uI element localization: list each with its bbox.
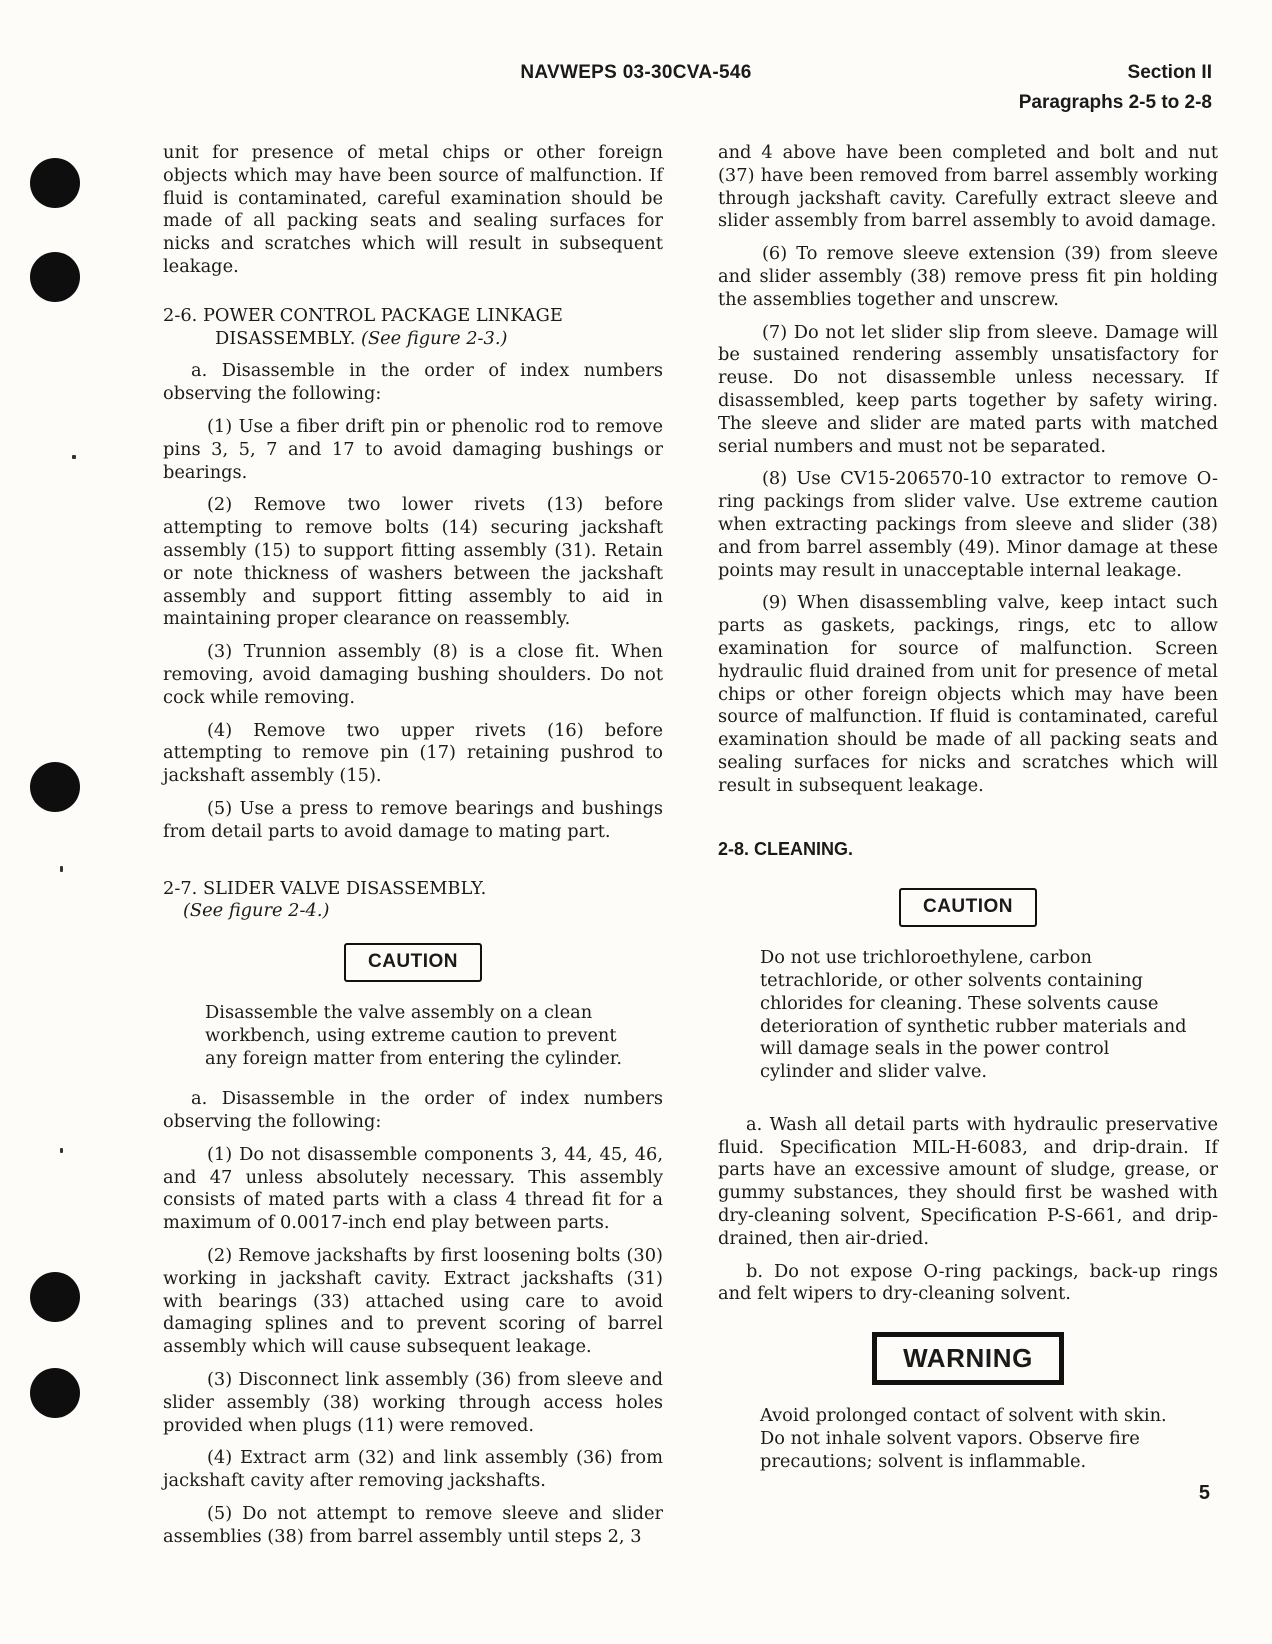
scan-speck (60, 1148, 63, 1153)
item-a: a. Disassemble in the order of index numbers observing the following: (163, 360, 663, 405)
warning-text-block (718, 1405, 1218, 1473)
figure-ref: (See figure 2-3.) (361, 327, 508, 349)
scan-speck (60, 866, 63, 872)
caution-text-block (163, 1002, 663, 1070)
step-2: (2) Remove jackshafts by first loosening bolts (30) working in jackshaft cavity. Extract jackshafts (31) with bearings (33) attached using care to avoid damaging splines and to prevent scoring of barrel assembly which will cause subsequent leakage. (163, 1245, 663, 1358)
heading-2-6-line2 (163, 328, 663, 351)
caution-notice (718, 888, 1218, 927)
step-7: (7) Do not let slider slip from sleeve. Damage will be sustained rendering assembly unsatisfactory for reuse. Do not disassemble unless necessary. If disassembled, keep parts together by safety wiring. The sleeve and slider are mated parts with matched serial numbers and must not be separated. (718, 321, 1218, 457)
step-9: (9) When disassembling valve, keep intact such parts as gaskets, packings, rings, etc to allow examination for source of malfunction. Screen hydraulic fluid drained from unit for presence of metal chips or other foreign objects which may have been source of malfunction. If fluid is contaminated, careful examination should be made of all packing seats and sealing surfaces for nicks and scratches which will result in subsequent leakage. (718, 592, 1218, 796)
heading-2-7 (163, 878, 663, 924)
step-5: (5) Use a press to remove bearings and bushings from detail parts to avoid damage to mating part. (163, 797, 663, 842)
item-a: a. Wash all detail parts with hydraulic preservative fluid. Specification MIL-H-6083, and drip-drain. If parts have an excessive amount of sludge, grease, or gummy substances, they should first be washed with dry-cleaning solvent, Specification P-S-661, and drip-drained, then air-dried. (718, 1113, 1218, 1249)
heading-2-7-line1: 2-7. SLIDER VALVE DISASSEMBLY. (163, 877, 487, 899)
step-2: (2) Remove two lower rivets (13) before attempting to remove bolts (14) securing jackshaft assembly (15) to support fitting assembly (31). Retain or note thickness of washers between the jackshaft assembly and support fitting assembly to aid in maintaining proper clearance on reassembly. (163, 494, 663, 630)
warning-text: Avoid prolonged contact of solvent with skin. Do not inhale solvent vapors. Observe fire precautions; solvent is inflammable. (760, 1405, 1167, 1472)
caution-notice (163, 943, 663, 982)
punch-hole (30, 762, 80, 812)
punch-hole (30, 158, 80, 208)
document-id: NAVWEPS 03-30CVA-546 (520, 62, 752, 83)
step-4: (4) Extract arm (32) and link assembly (36) from jackshaft cavity after removing jackshafts. (163, 1447, 663, 1492)
step-1: (1) Use a fiber drift pin or phenolic rod to remove pins 3, 5, 7 and 17 to avoid damaging bushings or bearings. (163, 415, 663, 483)
caution-label: CAUTION (899, 888, 1037, 927)
step-3: (3) Trunnion assembly (8) is a close fit. When removing, avoid damaging bushing shoulders. Do not cock while removing. (163, 641, 663, 708)
item-a: a. Disassemble in the order of index numbers observing the following: (163, 1088, 663, 1133)
heading-2-6-line1: 2-6. POWER CONTROL PACKAGE LINKAGE (163, 304, 563, 326)
warning-label: WARNING (872, 1332, 1064, 1385)
item-b: b. Do not expose O-ring packings, back-up rings and felt wipers to dry-cleaning solvent. (718, 1260, 1218, 1305)
heading-2-6-title: DISASSEMBLY. (215, 327, 356, 349)
step-8: (8) Use CV15-206570-10 extractor to remove O-ring packings from slider valve. Use extreme caution when extracting packings from sleeve and slider (38) and from barrel assembly (49). Minor damage at these points may result in unacceptable internal leakage. (718, 468, 1218, 581)
caution-text-block (718, 947, 1218, 1084)
intro-paragraph: unit for presence of metal chips or other foreign objects which may have been source of malfunction. If fluid is contaminated, careful examination should be made of all packing seats and sealing surfaces for nicks and scratches which will result in subsequent leakage. (163, 142, 663, 277)
warning-notice (718, 1332, 1218, 1385)
caution-label: CAUTION (344, 943, 482, 982)
punch-hole (30, 1272, 80, 1322)
continuation-paragraph: and 4 above have been completed and bolt and nut (37) have been removed from barrel assembly working through jackshaft cavity. Carefully extract sleeve and slider assembly from barrel assembly to avoid damage. (718, 142, 1218, 232)
punch-hole (30, 1368, 80, 1418)
step-5: (5) Do not attempt to remove sleeve and slider assemblies (38) from barrel assembly until steps 2, 3 (163, 1503, 663, 1547)
figure-ref: (See figure 2-4.) (183, 900, 330, 922)
punch-hole (30, 252, 80, 302)
heading-2-8: 2-8. CLEANING. (718, 838, 854, 859)
step-1: (1) Do not disassemble components 3, 44, 45, 46, and 47 unless absolutely necessary. This assembly consists of mated parts with a class 4 thread fit for a maximum of 0.0017-inch end play between parts. (163, 1143, 663, 1234)
scan-speck (72, 455, 76, 459)
caution-text: Disassemble the valve assembly on a clean workbench, using extreme caution to prevent any foreign matter from entering the cylinder. (205, 1001, 622, 1069)
right-column (718, 142, 1218, 1483)
heading-2-6 (163, 305, 663, 351)
paragraphs-label: Paragraphs 2-5 to 2-8 (1018, 92, 1212, 113)
caution-text: Do not use trichloroethylene, carbon tetrachloride, or other solvents containing chlorides for cleaning. These solvents cause deterioration of synthetic rubber materials and will damage seals in the power control cylinder and slider valve. (760, 947, 1187, 1083)
step-3: (3) Disconnect link assembly (36) from sleeve and slider assembly (38) working through access holes provided when plugs (11) were removed. (163, 1369, 663, 1436)
step-4: (4) Remove two upper rivets (16) before attempting to remove pin (17) retaining pushrod to jackshaft assembly (15). (163, 719, 663, 787)
heading-2-7-line2 (163, 900, 663, 923)
left-column (163, 142, 663, 1559)
page-number: 5 (1198, 1482, 1210, 1504)
section-label: Section II (1127, 62, 1212, 83)
step-6: (6) To remove sleeve extension (39) from sleeve and slider assembly (38) remove press fit pin holding the assemblies together and unscrew. (718, 243, 1218, 310)
